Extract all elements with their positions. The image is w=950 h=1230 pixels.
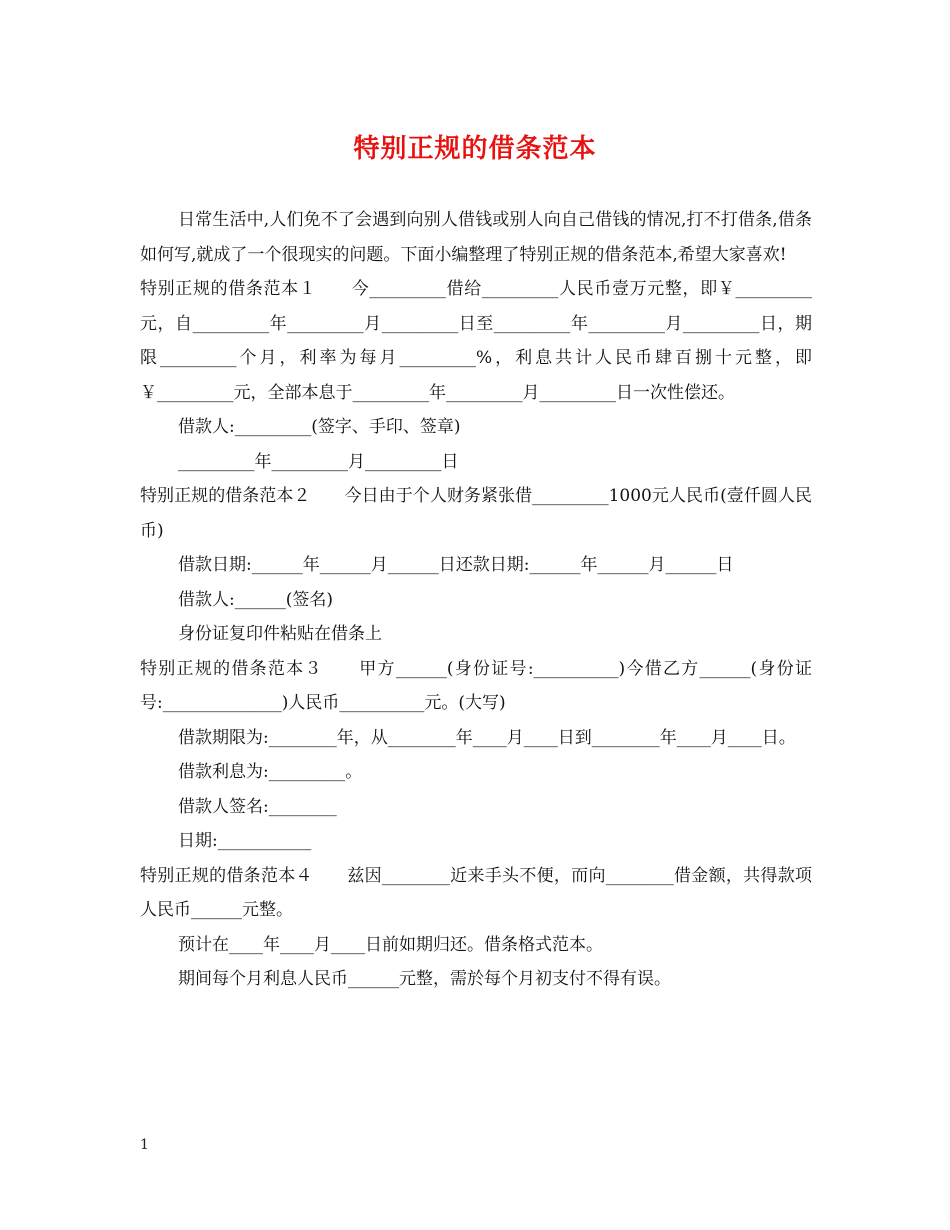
sample-2-id-note: 身份证复印件粘贴在借条上	[178, 624, 382, 644]
sample-4-paragraph: 特别正规的借条范本４ 兹因________近来手头不便，而向________借金额，共得款项人民币______元整。	[140, 865, 812, 920]
sample-1-paragraph: 特别正规的借条范本１ 今_________借给_________人民币壹万元整，即￥_________元，自_________年_________月_________日至_________年_________月_________日，期限_________个月，利率为每月_________%，利息共计人民币肆百捌十元整，即￥_________元，全部本息于_________年_________月_________日一次性偿还。	[140, 279, 812, 403]
sample-4-expected: 预计在____年____月____日前如期归还。借条格式范本。	[178, 934, 603, 955]
sample-3-signature: 借款人签名:________	[178, 796, 337, 817]
sample-4-monthly: 期间每个月利息人民币______元整，需於每个月初支付不得有误。	[178, 969, 671, 989]
sample-3-interest: 借款利息为:_________。	[178, 762, 363, 782]
sample-2-borrower: 借款人:______(签名)	[178, 589, 333, 610]
sample-1-date: _________年_________月_________日	[178, 451, 459, 472]
sample-3-date: 日期:___________	[178, 831, 312, 851]
sample-2-dates: 借款日期:______年______月______日还款日期:______年______月______日	[178, 555, 734, 575]
sample-3-period: 借款期限为:________年，从________年____月____日到________年____月____日。	[178, 727, 796, 748]
document-title: 特别正规的借条范本	[353, 134, 597, 164]
page-number: 1	[140, 1137, 149, 1153]
sample-3-paragraph: 特别正规的借条范本３ 甲方______(身份证号:__________)今借乙方______(身份证号:______________)人民币__________元。(大写)	[140, 658, 812, 713]
document-body	[140, 203, 812, 997]
intro-paragraph: 日常生活中,人们免不了会遇到向别人借钱或别人向自己借钱的情况,打不打借条,借条如何写,就成了一个很现实的问题。下面小编整理了特别正规的借条范本,希望大家喜欢!	[140, 210, 812, 265]
sample-2-paragraph: 特别正规的借条范本２ 今日由于个人财务紧张借_________1000元人民币(壹仟圆人民币)	[140, 486, 812, 541]
sample-1-borrower: 借款人:_________(签字、手印、签章)	[178, 417, 461, 437]
